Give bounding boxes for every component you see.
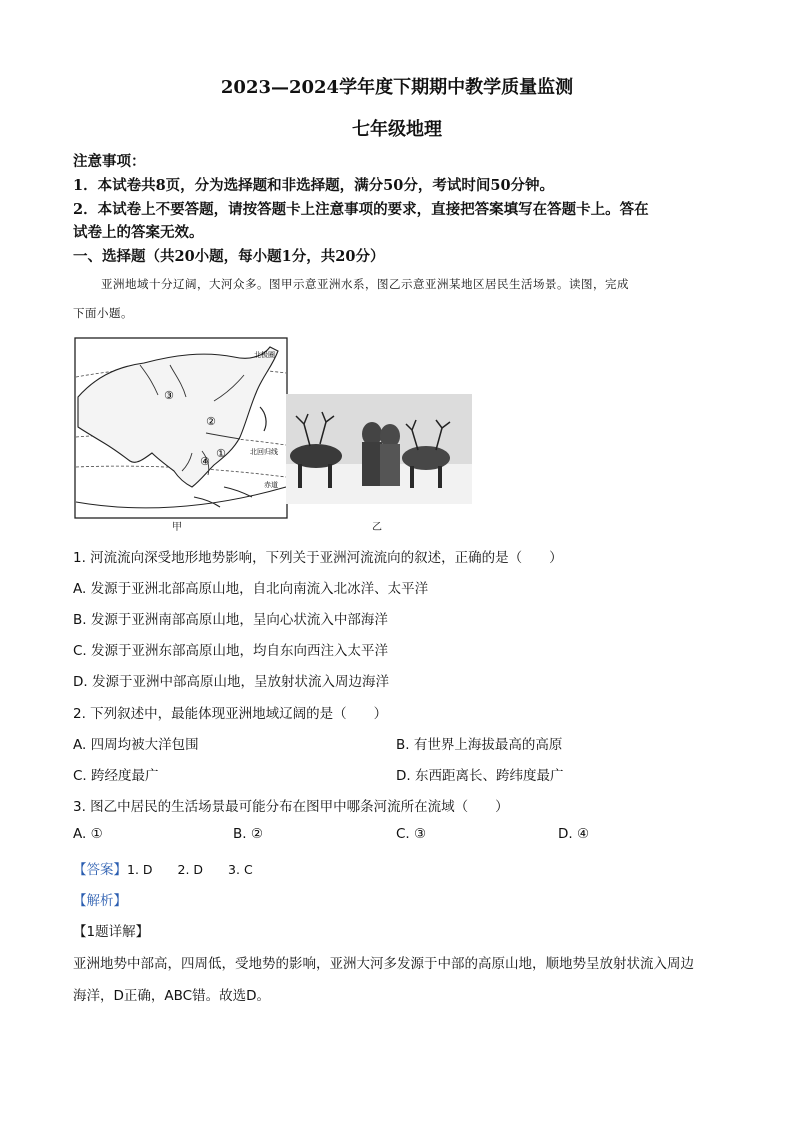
question-2-option-d[interactable]: D. 东西距离长、跨纬度最广 bbox=[396, 768, 564, 784]
answer-label: 【答案】 bbox=[73, 862, 127, 878]
asia-river-map bbox=[74, 337, 288, 519]
map-marker-4: ④ bbox=[200, 455, 210, 468]
notes-item-1: 1．本试卷共8页，分为选择题和非选择题，满分50分，考试时间50分钟。 bbox=[73, 177, 555, 194]
arctic-circle-label: 北极圈 bbox=[254, 351, 275, 359]
exam-subtitle: 七年级地理 bbox=[352, 119, 442, 140]
section-intro-line-1: 亚洲地域十分辽阔，大河众多。图甲示意亚洲水系，图乙示意亚洲某地区居民生活场景。读图，完成 bbox=[101, 277, 629, 291]
photo-caption: 乙 bbox=[372, 522, 382, 533]
exam-title: 2023—2024学年度下期期中教学质量监测 bbox=[220, 77, 574, 98]
question-3-option-a[interactable]: A. ① bbox=[73, 826, 103, 842]
analysis-label: 【解析】 bbox=[73, 893, 127, 909]
question-2-stem: 2. 下列叙述中，最能体现亚洲地域辽阔的是（ ） bbox=[73, 706, 388, 722]
question-2-option-c[interactable]: C. 跨经度最广 bbox=[73, 768, 159, 784]
reindeer-photo bbox=[286, 394, 472, 504]
analysis-q1-line-1: 亚洲地势中部高，四周低，受地势的影响，亚洲大河多发源于中部的高原山地，顺地势呈放射状流入周边 bbox=[73, 956, 694, 972]
map-marker-2: ② bbox=[206, 415, 216, 428]
equator-label: 赤道 bbox=[264, 481, 278, 489]
question-3-stem: 3. 图乙中居民的生活场景最可能分布在图甲中哪条河流所在流域（ ） bbox=[73, 799, 509, 815]
question-1-option-b[interactable]: B. 发源于亚洲南部高原山地，呈向心状流入中部海洋 bbox=[73, 612, 388, 628]
question-2-option-b[interactable]: B. 有世界上海拔最高的高原 bbox=[396, 737, 563, 753]
question-2-option-a[interactable]: A. 四周均被大洋包围 bbox=[73, 737, 199, 753]
map-caption: 甲 bbox=[172, 522, 182, 533]
question-1-option-a[interactable]: A. 发源于亚洲北部高原山地，自北向南流入北冰洋、太平洋 bbox=[73, 581, 429, 597]
section-intro-line-2: 下面小题。 bbox=[73, 306, 133, 320]
tropic-label: 北回归线 bbox=[250, 448, 278, 456]
answer-text: 1. D 2. D 3. C bbox=[127, 862, 253, 877]
question-3-option-d[interactable]: D. ④ bbox=[558, 826, 590, 842]
question-1-option-c[interactable]: C. 发源于亚洲东部高原山地，均自东向西注入太平洋 bbox=[73, 643, 389, 659]
question-3-option-c[interactable]: C. ③ bbox=[396, 826, 427, 842]
answer-line bbox=[73, 858, 253, 878]
map-marker-3: ③ bbox=[164, 389, 174, 402]
question-3-option-b[interactable]: B. ② bbox=[233, 826, 263, 842]
notes-item-2-line-2: 试卷上的答案无效。 bbox=[73, 224, 204, 241]
question-1-option-d[interactable]: D. 发源于亚洲中部高原山地，呈放射状流入周边海洋 bbox=[73, 674, 389, 690]
notes-item-2-line-1: 2．本试卷上不要答题，请按答题卡上注意事项的要求，直接把答案填写在答题卡上。答在 bbox=[73, 201, 649, 218]
analysis-q1-line-2: 海洋，D正确，ABC错。故选D。 bbox=[73, 988, 270, 1004]
question-1-stem: 1. 河流流向深受地形地势影响，下列关于亚洲河流流向的叙述，正确的是（ ） bbox=[73, 550, 563, 566]
reindeer-photo-svg bbox=[286, 394, 472, 504]
asia-map-svg bbox=[74, 337, 288, 519]
notes-heading: 注意事项： bbox=[73, 153, 146, 170]
map-marker-1: ① bbox=[216, 447, 226, 460]
analysis-q1-heading: 【1题详解】 bbox=[73, 924, 150, 940]
section-heading: 一、选择题（共20小题，每小题1分，共20分） bbox=[73, 248, 385, 265]
